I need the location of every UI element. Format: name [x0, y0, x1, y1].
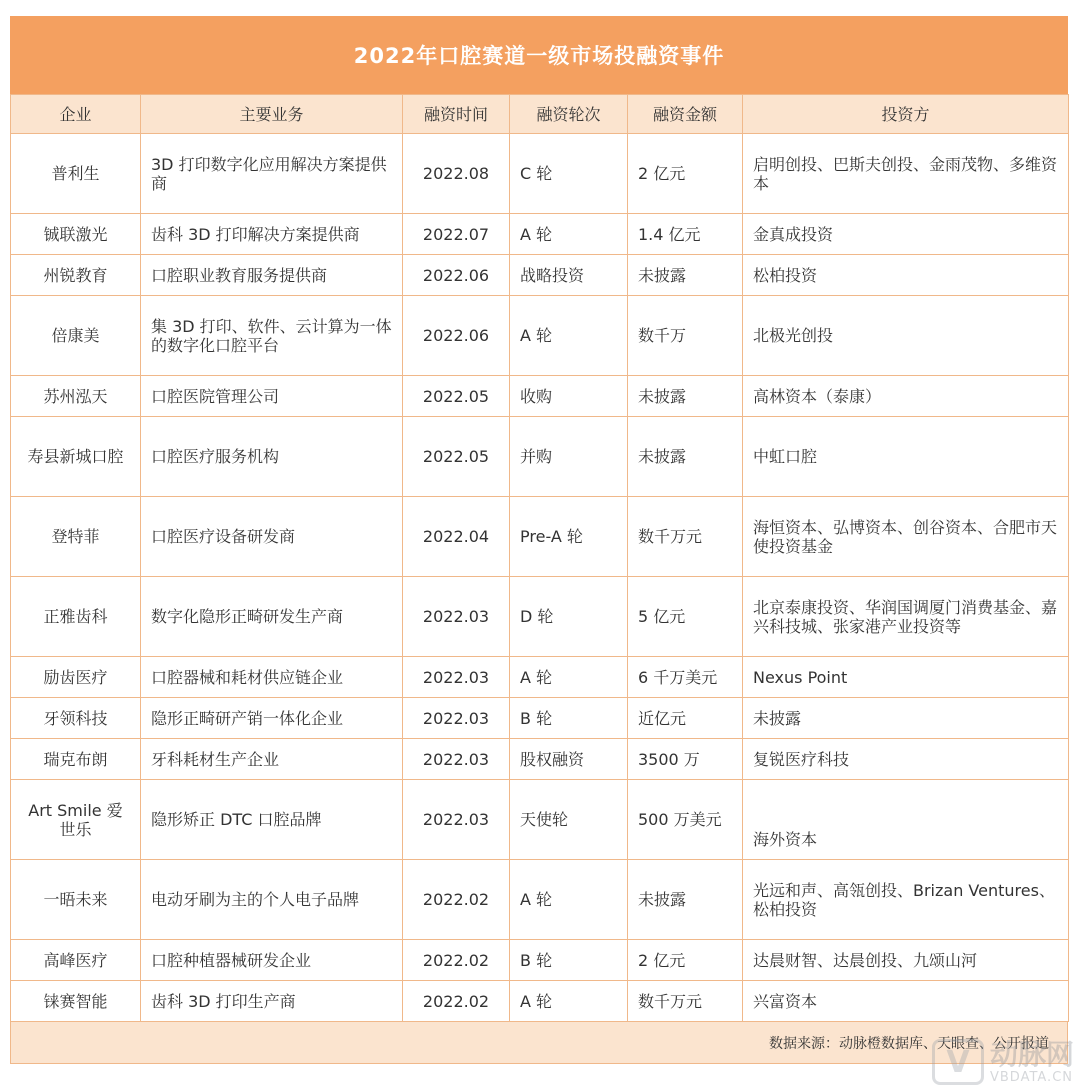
table-row	[11, 376, 1069, 417]
cell-investors: 启明创投、巴斯夫创投、金雨茂物、多维资本	[743, 134, 1069, 214]
cell-date: 2022.05	[403, 417, 510, 497]
table-row	[11, 255, 1069, 296]
financing-table	[10, 94, 1069, 1022]
header-round: 融资轮次	[510, 95, 628, 134]
cell-business: 电动牙刷为主的个人电子品牌	[141, 860, 403, 940]
data-source-text: 数据来源：动脉橙数据库、天眼查、公开报道	[769, 1035, 1049, 1052]
cell-round: C 轮	[510, 134, 628, 214]
table-row	[11, 497, 1069, 577]
cell-company: 倍康美	[11, 296, 141, 376]
cell-investors: 北京泰康投资、华润国调厦门消费基金、嘉兴科技城、张家港产业投资等	[743, 577, 1069, 657]
cell-round: A 轮	[510, 981, 628, 1022]
table-row	[11, 698, 1069, 739]
cell-round: D 轮	[510, 577, 628, 657]
cell-amount: 2 亿元	[628, 134, 743, 214]
cell-round: A 轮	[510, 296, 628, 376]
cell-date: 2022.06	[403, 296, 510, 376]
cell-amount: 500 万美元	[628, 780, 743, 860]
cell-investors: 复锐医疗科技	[743, 739, 1069, 780]
cell-investors: 中虹口腔	[743, 417, 1069, 497]
cell-round: 天使轮	[510, 780, 628, 860]
cell-round: 股权融资	[510, 739, 628, 780]
cell-investors: 达晨财智、达晨创投、九颂山河	[743, 940, 1069, 981]
cell-round: A 轮	[510, 214, 628, 255]
cell-amount: 2 亿元	[628, 940, 743, 981]
cell-company: 一晤未来	[11, 860, 141, 940]
cell-date: 2022.03	[403, 698, 510, 739]
cell-business: 数字化隐形正畸研发生产商	[141, 577, 403, 657]
cell-company: 苏州泓天	[11, 376, 141, 417]
financing-table-card	[10, 16, 1068, 1070]
cell-business: 牙科耗材生产企业	[141, 739, 403, 780]
cell-investors: 北极光创投	[743, 296, 1069, 376]
header-amount: 融资金额	[628, 95, 743, 134]
table-row	[11, 739, 1069, 780]
cell-amount: 未披露	[628, 860, 743, 940]
cell-company: 铖联激光	[11, 214, 141, 255]
cell-amount: 1.4 亿元	[628, 214, 743, 255]
cell-business: 口腔器械和耗材供应链企业	[141, 657, 403, 698]
cell-date: 2022.08	[403, 134, 510, 214]
cell-date: 2022.03	[403, 577, 510, 657]
cell-business: 隐形正畸研产销一体化企业	[141, 698, 403, 739]
cell-company: 正雅齿科	[11, 577, 141, 657]
cell-company: 励齿医疗	[11, 657, 141, 698]
cell-company: 寿县新城口腔	[11, 417, 141, 497]
cell-amount: 数千万元	[628, 981, 743, 1022]
header-company: 企业	[11, 95, 141, 134]
cell-business: 口腔医疗服务机构	[141, 417, 403, 497]
vbdata-logo-icon: V	[932, 1039, 984, 1085]
cell-amount: 未披露	[628, 376, 743, 417]
cell-date: 2022.02	[403, 860, 510, 940]
cell-date: 2022.07	[403, 214, 510, 255]
cell-company: 牙领科技	[11, 698, 141, 739]
table-row	[11, 860, 1069, 940]
table-row	[11, 214, 1069, 255]
cell-amount: 数千万	[628, 296, 743, 376]
table-row	[11, 780, 1069, 860]
cell-amount: 未披露	[628, 255, 743, 296]
header-date: 融资时间	[403, 95, 510, 134]
cell-date: 2022.03	[403, 780, 510, 860]
cell-business: 口腔医疗设备研发商	[141, 497, 403, 577]
cell-business: 3D 打印数字化应用解决方案提供商	[141, 134, 403, 214]
cell-amount: 数千万元	[628, 497, 743, 577]
table-title: 2022年口腔赛道一级市场投融资事件	[10, 16, 1068, 94]
cell-round: B 轮	[510, 698, 628, 739]
table-row	[11, 134, 1069, 214]
cell-round: 并购	[510, 417, 628, 497]
cell-business: 口腔职业教育服务提供商	[141, 255, 403, 296]
cell-round: Pre-A 轮	[510, 497, 628, 577]
cell-date: 2022.02	[403, 981, 510, 1022]
cell-date: 2022.03	[403, 739, 510, 780]
cell-company: 铼赛智能	[11, 981, 141, 1022]
cell-company: 州锐教育	[11, 255, 141, 296]
vbdata-watermark	[932, 1039, 1074, 1085]
watermark-cn: 动脉网	[989, 1037, 1074, 1071]
cell-company: 普利生	[11, 134, 141, 214]
cell-business: 集 3D 打印、软件、云计算为一体的数字化口腔平台	[141, 296, 403, 376]
table-row	[11, 296, 1069, 376]
table-row	[11, 417, 1069, 497]
cell-investors: Nexus Point	[743, 657, 1069, 698]
cell-business: 齿科 3D 打印生产商	[141, 981, 403, 1022]
table-row	[11, 940, 1069, 981]
cell-investors: 海恒资本、弘博资本、创谷资本、合肥市天使投资基金	[743, 497, 1069, 577]
cell-business: 口腔医院管理公司	[141, 376, 403, 417]
cell-round: 收购	[510, 376, 628, 417]
cell-investors: 海外资本	[743, 780, 1069, 860]
cell-business: 隐形矫正 DTC 口腔品牌	[141, 780, 403, 860]
data-source-footer	[10, 1022, 1068, 1064]
cell-investors: 金真成投资	[743, 214, 1069, 255]
cell-round: 战略投资	[510, 255, 628, 296]
cell-date: 2022.05	[403, 376, 510, 417]
table-row	[11, 657, 1069, 698]
table-row	[11, 577, 1069, 657]
cell-round: A 轮	[510, 860, 628, 940]
cell-company: 高峰医疗	[11, 940, 141, 981]
cell-amount: 6 千万美元	[628, 657, 743, 698]
cell-company: Art Smile 爱世乐	[11, 780, 141, 860]
cell-amount: 5 亿元	[628, 577, 743, 657]
cell-date: 2022.02	[403, 940, 510, 981]
cell-date: 2022.03	[403, 657, 510, 698]
cell-company: 瑞克布朗	[11, 739, 141, 780]
header-business: 主要业务	[141, 95, 403, 134]
watermark-en: VBDATA.CN	[989, 1069, 1073, 1085]
cell-amount: 近亿元	[628, 698, 743, 739]
cell-business: 齿科 3D 打印解决方案提供商	[141, 214, 403, 255]
table-row	[11, 981, 1069, 1022]
cell-investors: 未披露	[743, 698, 1069, 739]
cell-amount: 未披露	[628, 417, 743, 497]
cell-investors: 高林资本（泰康）	[743, 376, 1069, 417]
cell-investors: 松柏投资	[743, 255, 1069, 296]
cell-date: 2022.06	[403, 255, 510, 296]
table-header-row	[11, 95, 1069, 134]
cell-business: 口腔种植器械研发企业	[141, 940, 403, 981]
cell-date: 2022.04	[403, 497, 510, 577]
cell-amount: 3500 万	[628, 739, 743, 780]
cell-investors: 兴富资本	[743, 981, 1069, 1022]
cell-company: 登特菲	[11, 497, 141, 577]
cell-round: A 轮	[510, 657, 628, 698]
cell-investors: 光远和声、高瓴创投、Brizan Ventures、松柏投资	[743, 860, 1069, 940]
cell-round: B 轮	[510, 940, 628, 981]
header-investors: 投资方	[743, 95, 1069, 134]
